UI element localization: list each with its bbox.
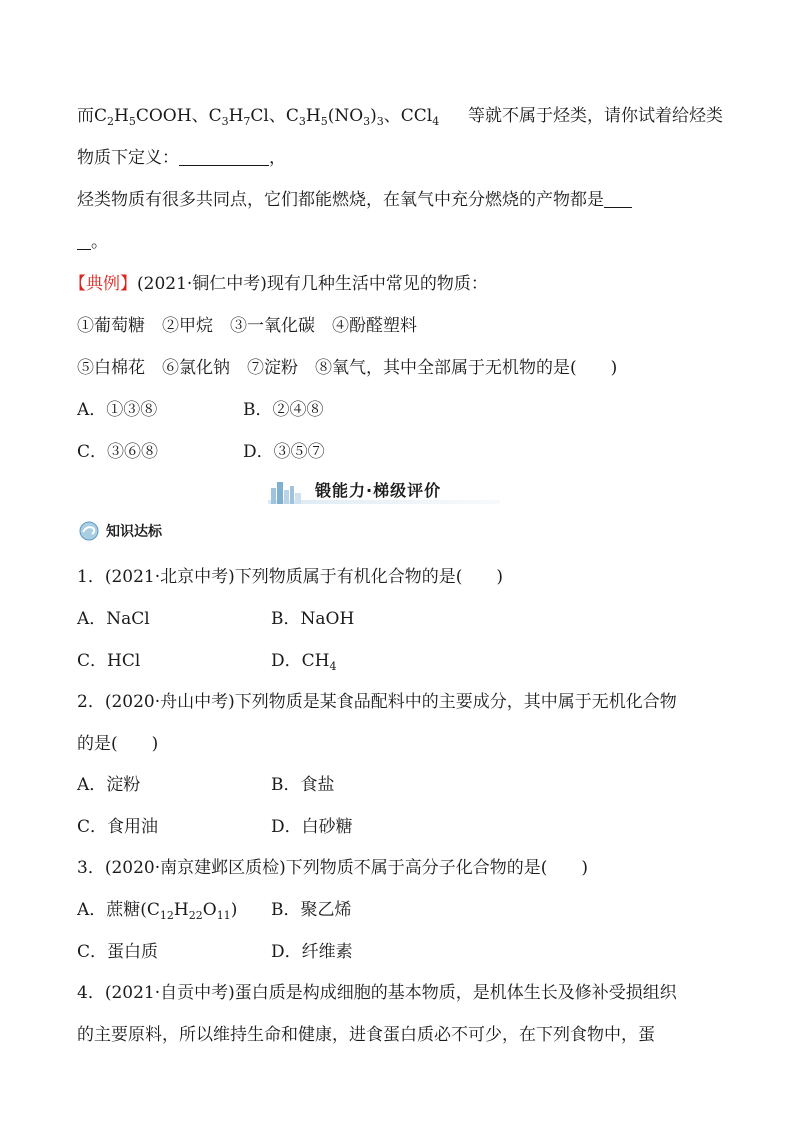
question-2-stem-line-2: 的是( ) xyxy=(77,734,159,754)
question-2-option-b[interactable]: B．食盐 xyxy=(271,775,335,795)
question-3-option-c[interactable]: C．蛋白质 xyxy=(77,942,159,962)
example-stem: 【典例】(2021·铜仁中考)现有几种生活中常见的物质： xyxy=(69,274,488,294)
question-3-option-b[interactable]: B．聚乙烯 xyxy=(271,900,352,920)
question-3-option-d[interactable]: D．纤维素 xyxy=(271,942,353,962)
example-tag: 【典例】 xyxy=(69,274,137,294)
question-1-option-b[interactable]: B．NaOH xyxy=(271,609,355,629)
question-2-option-c[interactable]: C．食用油 xyxy=(77,817,159,837)
question-3-option-a[interactable]: A．蔗糖$(C_{12}H_{22}O_{11})$ xyxy=(77,900,238,922)
question-4-stem-line-1: 4．(2021·自贡中考)蛋白质是构成细胞的基本物质，是机体生长及修补受损组织 xyxy=(77,983,677,1003)
question-3-stem: 3．(2020·南京建邺区质检)下列物质不属于高分子化合物的是( ) xyxy=(77,858,589,878)
intro-line-1-tail: 等就不属于烃类，请你试着给烃类 xyxy=(468,106,723,126)
question-4-stem-line-2: 的主要原料，所以维持生命和健康，进食蛋白质必不可少，在下列食物中，蛋 xyxy=(77,1025,655,1045)
formula-chloropropane: $C_3H_7Cl$ xyxy=(208,106,269,128)
question-1-stem: 1．(2021·北京中考)下列物质属于有机化合物的是( ) xyxy=(77,567,504,587)
example-option-c[interactable]: C．③⑥⑧ xyxy=(77,442,159,462)
answer-blank[interactable] xyxy=(604,190,632,208)
question-2-option-d[interactable]: D．白砂糖 xyxy=(271,817,353,837)
formula-nitroglycerin: $C_3H_5(NO_3)_3$ xyxy=(285,106,384,128)
question-1-option-a[interactable]: A．NaCl xyxy=(77,609,150,629)
section-banner xyxy=(268,478,500,508)
formula-carbon-tetrachloride: CCl$_4$ xyxy=(400,106,440,128)
formula-propionic-acid: $C_2H_5COOH$ xyxy=(94,106,192,128)
answer-blank[interactable] xyxy=(77,232,91,250)
intro-line-4: 。 xyxy=(77,230,108,254)
swirl-badge-icon xyxy=(77,520,101,542)
answer-blank[interactable] xyxy=(179,148,269,166)
example-option-b[interactable]: B．②④⑧ xyxy=(243,400,324,420)
banner-title: 锻能力·梯级评价 xyxy=(315,481,442,500)
question-2-stem-line-1: 2．(2020·舟山中考)下列物质是某食品配料中的主要成分，其中属于无机化合物 xyxy=(77,692,677,712)
intro-line-1: 而$C_2H_5COOH$、$C_3H_7Cl$、$C_3H_5(NO_3)_3$、CCl$_4$ 等就不属于烃类，请你试着给烃类 xyxy=(77,106,723,128)
section-title: 知识达标 xyxy=(106,524,162,540)
example-option-a[interactable]: A．①③⑧ xyxy=(77,400,158,420)
example-option-d[interactable]: D．③⑤⑦ xyxy=(243,442,325,462)
example-row-1: ①葡萄糖 ②甲烷 ③一氧化碳 ④酚醛塑料 xyxy=(77,316,417,336)
intro-line-2: 物质下定义： ， xyxy=(77,148,286,168)
question-2-option-a[interactable]: A．淀粉 xyxy=(77,775,141,795)
question-1-option-c[interactable]: C．HCl xyxy=(77,651,141,671)
intro-line-3: 烃类物质有很多共同点，它们都能燃烧，在氧气中充分燃烧的产物都是 xyxy=(77,188,632,212)
question-1-option-d[interactable]: D．$CH_4$ xyxy=(271,651,337,673)
text: 而 xyxy=(77,106,94,126)
example-row-2: ⑤白棉花 ⑥氯化钠 ⑦淀粉 ⑧氧气，其中全部属于无机物的是( ) xyxy=(77,358,618,378)
building-skyline-icon xyxy=(268,478,308,504)
